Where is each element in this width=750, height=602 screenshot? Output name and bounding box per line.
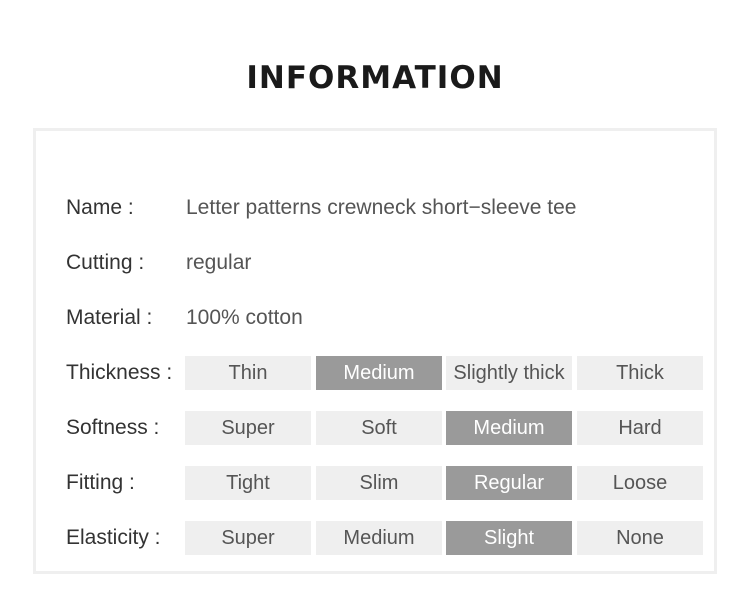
material-label: Material : (66, 306, 153, 329)
softness-option-super: Super (185, 411, 311, 445)
fitting-row (66, 466, 706, 500)
elasticity-option-slight: Slight (446, 521, 572, 555)
softness-options (185, 411, 705, 445)
softness-option-hard: Hard (577, 411, 703, 445)
fitting-label: Fitting : (66, 471, 135, 494)
thickness-row (66, 356, 706, 390)
cutting-value: regular (186, 251, 252, 274)
elasticity-option-medium: Medium (316, 521, 442, 555)
material-value: 100% cotton (186, 306, 303, 329)
cutting-row (66, 246, 706, 280)
thickness-option-thick: Thick (577, 356, 703, 390)
fitting-option-tight: Tight (185, 466, 311, 500)
name-row (66, 191, 706, 225)
elasticity-option-none: None (577, 521, 703, 555)
fitting-option-regular: Regular (446, 466, 572, 500)
elasticity-options (185, 521, 705, 555)
elasticity-row (66, 521, 706, 555)
material-row (66, 301, 706, 335)
fitting-options (185, 466, 705, 500)
page-title: INFORMATION (246, 60, 504, 96)
elasticity-option-super: Super (185, 521, 311, 555)
info-card (33, 128, 717, 574)
softness-label: Softness : (66, 416, 160, 439)
name-label: Name : (66, 196, 134, 219)
fitting-option-loose: Loose (577, 466, 703, 500)
thickness-option-thin: Thin (185, 356, 311, 390)
softness-row (66, 411, 706, 445)
softness-option-medium: Medium (446, 411, 572, 445)
thickness-option-slightly-thick: Slightly thick (446, 356, 572, 390)
softness-option-soft: Soft (316, 411, 442, 445)
thickness-label: Thickness : (66, 361, 173, 384)
fitting-option-slim: Slim (316, 466, 442, 500)
thickness-option-medium: Medium (316, 356, 442, 390)
elasticity-label: Elasticity : (66, 526, 161, 549)
name-value: Letter patterns crewneck short−sleeve tee (186, 196, 577, 219)
thickness-options (185, 356, 705, 390)
cutting-label: Cutting : (66, 251, 145, 274)
